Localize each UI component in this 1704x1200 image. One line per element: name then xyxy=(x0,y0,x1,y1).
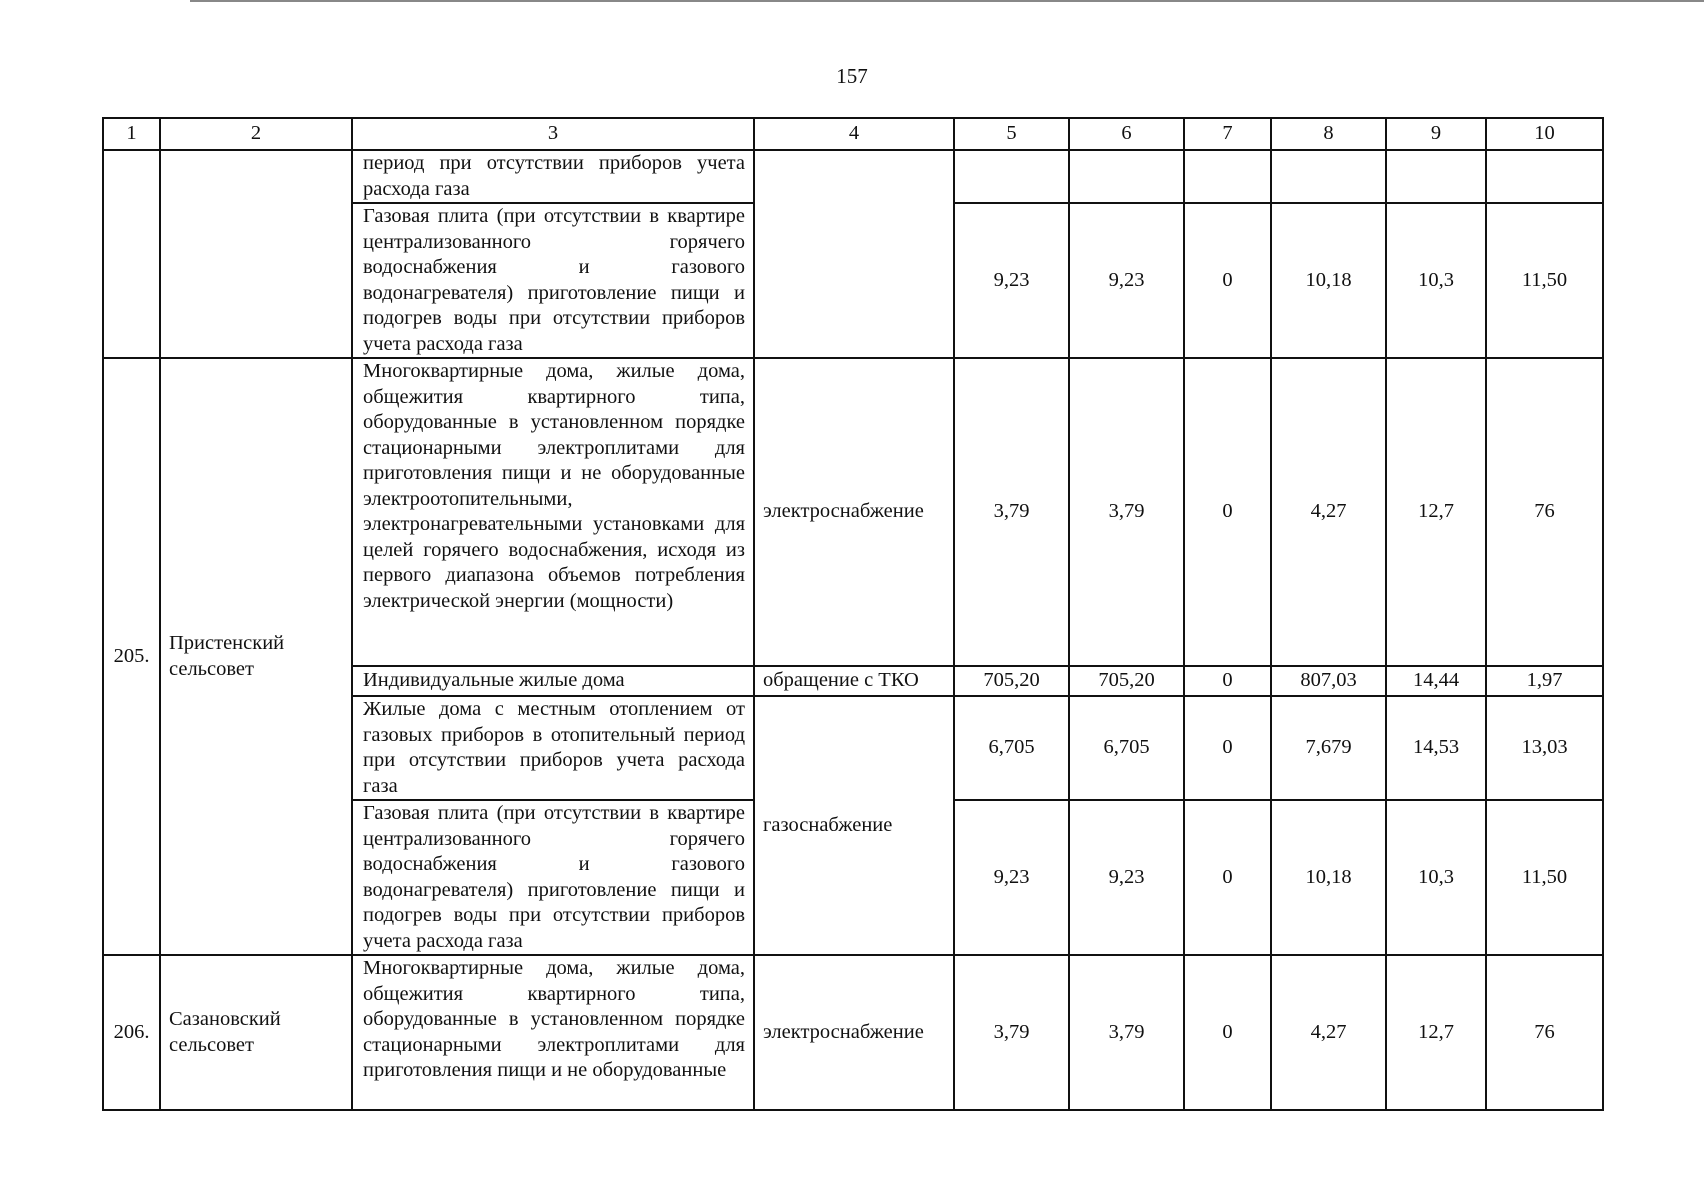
value-cell-6: 3,79 xyxy=(1069,358,1184,666)
value-cell-8: 10,18 xyxy=(1271,203,1386,358)
value-cell-5: 705,20 xyxy=(954,666,1069,696)
row-number-cell: 206. xyxy=(103,955,160,1110)
value-cell-9 xyxy=(1386,150,1486,203)
value-cell-6: 9,23 xyxy=(1069,203,1184,358)
table-row xyxy=(103,358,1603,666)
row-number-cell xyxy=(103,150,160,358)
settlement-name-cell: Сазановский сельсовет xyxy=(160,955,352,1110)
value-cell-9: 12,7 xyxy=(1386,955,1486,1110)
table-row xyxy=(103,150,1603,203)
value-cell-7: 0 xyxy=(1184,800,1271,955)
value-cell-7: 0 xyxy=(1184,696,1271,800)
value-cell-9: 12,7 xyxy=(1386,358,1486,666)
service-cell: электроснабжение xyxy=(754,358,954,666)
value-cell-7: 0 xyxy=(1184,203,1271,358)
description-cell: Жилые дома с местным отоплением от газовых приборов в отопительный период при отсутствии приборов учета расхода газа xyxy=(352,696,754,800)
value-cell-8: 4,27 xyxy=(1271,358,1386,666)
tariff-table xyxy=(102,117,1604,1111)
value-cell-5: 3,79 xyxy=(954,955,1069,1110)
value-cell-5: 9,23 xyxy=(954,800,1069,955)
value-cell-8 xyxy=(1271,150,1386,203)
value-cell-5: 6,705 xyxy=(954,696,1069,800)
value-cell-10: 13,03 xyxy=(1486,696,1603,800)
header-col-9: 9 xyxy=(1386,118,1486,150)
header-col-6: 6 xyxy=(1069,118,1184,150)
value-cell-5 xyxy=(954,150,1069,203)
value-cell-7: 0 xyxy=(1184,358,1271,666)
service-cell: обращение с ТКО xyxy=(754,666,954,696)
value-cell-5: 9,23 xyxy=(954,203,1069,358)
value-cell-10: 11,50 xyxy=(1486,203,1603,358)
value-cell-10: 11,50 xyxy=(1486,800,1603,955)
header-col-1: 1 xyxy=(103,118,160,150)
value-cell-7: 0 xyxy=(1184,666,1271,696)
header-col-10: 10 xyxy=(1486,118,1603,150)
settlement-name-cell xyxy=(160,150,352,358)
description-cell: период при отсутствии приборов учета расхода газа xyxy=(352,150,754,203)
service-cell: электроснабжение xyxy=(754,955,954,1110)
value-cell-7 xyxy=(1184,150,1271,203)
value-cell-10: 76 xyxy=(1486,955,1603,1110)
value-cell-9: 14,44 xyxy=(1386,666,1486,696)
value-cell-9: 10,3 xyxy=(1386,800,1486,955)
value-cell-8: 807,03 xyxy=(1271,666,1386,696)
value-cell-10 xyxy=(1486,150,1603,203)
table-row xyxy=(103,955,1603,1110)
header-col-4: 4 xyxy=(754,118,954,150)
value-cell-10: 1,97 xyxy=(1486,666,1603,696)
header-row xyxy=(103,118,1603,150)
row-number-cell: 205. xyxy=(103,358,160,955)
value-cell-6: 3,79 xyxy=(1069,955,1184,1110)
description-cell: Индивидуальные жилые дома xyxy=(352,666,754,696)
value-cell-8: 10,18 xyxy=(1271,800,1386,955)
value-cell-6: 705,20 xyxy=(1069,666,1184,696)
header-col-7: 7 xyxy=(1184,118,1271,150)
scan-edge-line xyxy=(190,0,1704,2)
service-cell xyxy=(754,150,954,358)
value-cell-10: 76 xyxy=(1486,358,1603,666)
header-col-5: 5 xyxy=(954,118,1069,150)
value-cell-6: 9,23 xyxy=(1069,800,1184,955)
value-cell-6: 6,705 xyxy=(1069,696,1184,800)
description-cell: Газовая плита (при отсутствии в квартире централизованного горячего водоснабжения и газового водонагревателя) приготовление пищи и подогрев воды при отсутствии приборов учета расхода газа xyxy=(352,203,754,358)
header-col-2: 2 xyxy=(160,118,352,150)
service-cell: газоснабжение xyxy=(754,696,954,955)
page-number: 157 xyxy=(836,64,868,88)
description-cell: Газовая плита (при отсутствии в квартире централизованного горячего водоснабжения и газового водонагревателя) приготовление пищи и подогрев воды при отсутствии приборов учета расхода газа xyxy=(352,800,754,955)
header-col-8: 8 xyxy=(1271,118,1386,150)
value-cell-5: 3,79 xyxy=(954,358,1069,666)
description-cell: Многоквартирные дома, жилые дома, общежития квартирного типа, оборудованные в установленном порядке стационарными электроплитами для приготовления пищи и не оборудованные xyxy=(352,955,754,1110)
description-cell: Многоквартирные дома, жилые дома, общежития квартирного типа, оборудованные в установленном порядке стационарными электроплитами для приготовления пищи и не оборудованные электроотопительными, электронагревательными установками для целей горячего водоснабжения, исходя из первого диапазона объемов потребления электрической энергии (мощности) xyxy=(352,358,754,666)
value-cell-6 xyxy=(1069,150,1184,203)
value-cell-8: 7,679 xyxy=(1271,696,1386,800)
value-cell-7: 0 xyxy=(1184,955,1271,1110)
value-cell-9: 10,3 xyxy=(1386,203,1486,358)
value-cell-9: 14,53 xyxy=(1386,696,1486,800)
header-col-3: 3 xyxy=(352,118,754,150)
value-cell-8: 4,27 xyxy=(1271,955,1386,1110)
settlement-name-cell: Пристенский сельсовет xyxy=(160,358,352,955)
